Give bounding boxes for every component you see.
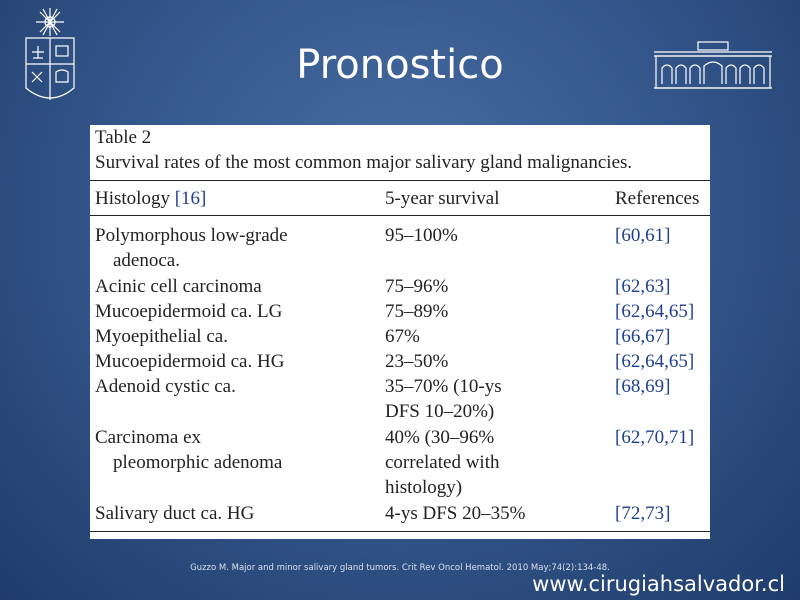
survival-table — [90, 125, 710, 539]
website-url[interactable]: www.cirugiahsalvador.cl — [532, 572, 785, 596]
cell-reference-link[interactable]: [62,64,65] — [615, 301, 695, 322]
cell-reference-link[interactable]: [68,69] — [615, 376, 671, 397]
cell-survival-line: 75–96% — [385, 276, 449, 297]
header-histology-label: Histology — [95, 188, 170, 209]
cell-reference-link[interactable]: [62,63] — [615, 276, 671, 297]
cell-survival — [385, 299, 605, 324]
table-rule-bottom — [90, 531, 710, 532]
cell-histology-line: Carcinoma ex — [95, 427, 202, 448]
cell-survival-line: 4-ys DFS 20–35% — [385, 503, 526, 524]
cell-histology-line: adenoca. — [113, 250, 180, 271]
cell-histology — [95, 274, 375, 299]
cell-histology — [95, 223, 375, 273]
header-references: References — [615, 188, 700, 209]
cell-survival-line: 75–89% — [385, 301, 449, 322]
cell-histology — [95, 324, 375, 349]
table-rule-top — [90, 180, 710, 181]
cell-survival-line: 35–70% (10-ys — [385, 376, 502, 397]
cell-histology — [95, 374, 375, 399]
cell-reference-link[interactable]: [66,67] — [615, 326, 671, 347]
cell-histology — [95, 349, 375, 374]
slide-title: Pronostico — [296, 42, 504, 88]
cell-histology-line: Mucoepidermoid ca. LG — [95, 301, 283, 322]
cell-survival — [385, 274, 605, 299]
cell-histology-line: Polymorphous low-grade — [95, 225, 288, 246]
cell-survival-line: 23–50% — [385, 351, 449, 372]
cell-survival-line: 67% — [385, 326, 420, 347]
cell-reference-link[interactable]: [62,70,71] — [615, 427, 695, 448]
header-histology-citation[interactable]: [16] — [174, 188, 207, 209]
cell-survival-line: DFS 10–20%) — [385, 401, 495, 422]
cell-histology-line: Adenoid cystic ca. — [95, 376, 236, 397]
cell-survival — [385, 324, 605, 349]
cell-histology — [95, 501, 375, 526]
cell-survival — [385, 374, 605, 424]
cell-survival — [385, 425, 605, 500]
cell-survival — [385, 349, 605, 374]
cell-histology — [95, 425, 375, 475]
table-label: Table 2 — [95, 127, 152, 148]
table-caption: Survival rates of the most common major salivary gland malignancies. — [95, 152, 633, 173]
cell-reference-link[interactable]: [62,64,65] — [615, 351, 695, 372]
cell-histology-line: Acinic cell carcinoma — [95, 276, 262, 297]
table-rule-header — [90, 215, 710, 216]
cell-reference-link[interactable]: [60,61] — [615, 225, 671, 246]
header-survival: 5-year survival — [385, 188, 500, 209]
cell-reference-link[interactable]: [72,73] — [615, 503, 671, 524]
cell-histology-line: Myoepithelial ca. — [95, 326, 228, 347]
cell-survival-line: 95–100% — [385, 225, 458, 246]
cell-survival — [385, 501, 605, 526]
cell-histology-line: pleomorphic adenoma — [113, 452, 283, 473]
cell-survival-line: 40% (30–96% — [385, 427, 495, 448]
cell-survival-line: histology) — [385, 477, 463, 498]
header-histology — [95, 188, 206, 210]
cell-histology-line: Salivary duct ca. HG — [95, 503, 255, 524]
cell-survival — [385, 223, 605, 248]
cell-survival-line: correlated with — [385, 452, 500, 473]
cell-histology — [95, 299, 375, 324]
cell-histology-line: Mucoepidermoid ca. HG — [95, 351, 285, 372]
source-footnote: Guzzo M. Major and minor salivary gland tumors. Crit Rev Oncol Hematol. 2010 May;74(2):134-48. — [190, 563, 610, 573]
